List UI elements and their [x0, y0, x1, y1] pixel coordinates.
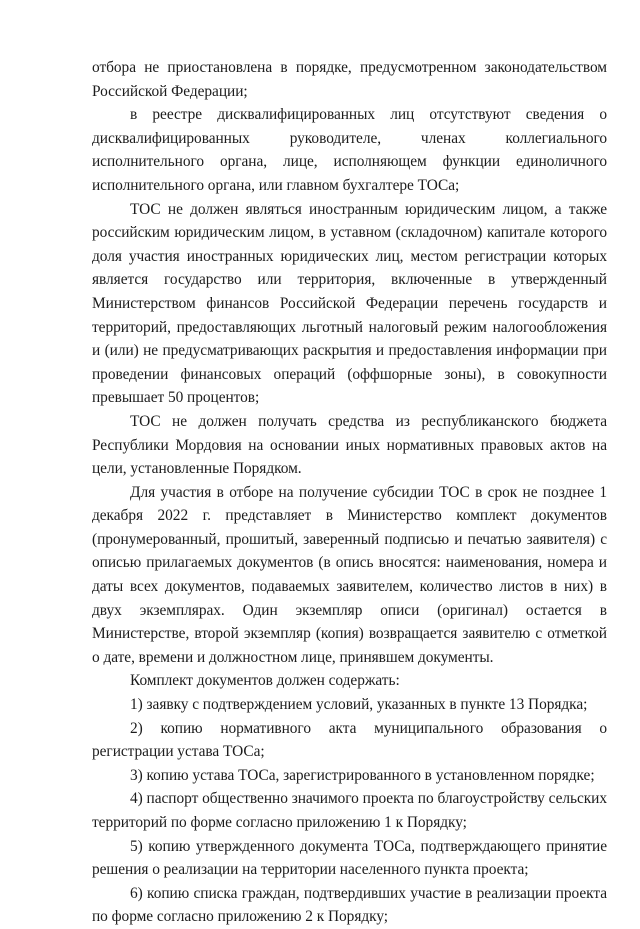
list-item-charter-copy: 3) копию устава ТОСа, зарегистрированного в установленном порядке; [130, 766, 595, 784]
paragraph-selection-continuation: отбора не приостановлена в порядке, предусмотренном законодательством Российской Федерации; [92, 59, 607, 100]
list-item-municipal-act: 2) копию нормативного акта муниципального образования о регистрации устава ТОСа; [92, 719, 607, 761]
paragraph-disqualified-registry: в реестре дисквалифицированных лиц отсутствуют сведения о дисквалифицированных руководителе, членах коллегиального исполнительного органа, лице, исполняющем функции единоличного исполнительного органа, или главном бухгалтере ТОСа; [92, 106, 607, 194]
paragraph-submission-procedure: Для участия в отборе на получение субсидии ТОС в срок не позднее 1 декабря 2022 г. представляет в Министерство комплект документов (пронумерованный, прошитый, заверенный подписью и печатью заявителя) с описью прилагаемых документов (в опись вносятся: наименования, номера и даты всех документов, подаваемых заявителем, количество листов в них) в двух экземплярах. Один экземпляр описи (оригинал) остается в Министерстве, второй экземпляр (копия) возвращается заявителю с отметкой о дате, времени и должностном лице, принявшем документы. [92, 483, 607, 666]
list-item-project-passport: 4) паспорт общественно значимого проекта по благоустройству сельских территорий по форме согласно приложению 1 к Порядку; [92, 790, 607, 831]
list-item-citizens-list: 6) копию списка граждан, подтвердивших участие в реализации проекта по форме согласно приложению 2 к Порядку; [92, 884, 607, 926]
document-body [92, 56, 607, 929]
paragraph-documents-list-intro: Комплект документов должен содержать: [130, 672, 400, 690]
paragraph-no-other-budget-funds: ТОС не должен получать средства из республиканского бюджета Республики Мордовия на основании иных нормативных правовых актов на цели, установленные Порядком. [92, 412, 607, 478]
list-item-application: 1) заявку с подтверждением условий, указанных в пункте 13 Порядка; [130, 696, 588, 714]
list-item-decision-document: 5) копию утвержденного документа ТОСа, подтверждающего принятие решения о реализации на территории населенного пункта проекта; [92, 837, 607, 879]
paragraph-foreign-entity-condition: ТОС не должен являться иностранным юридическим лицом, а также российским юридическим лицом, в уставном (складочном) капитале которого доля участия иностранных юридических лиц, местом регистрации которых является государство или территория, включенные в утвержденный Министерством финансов Российской Федерации перечень государств и территорий, предоставляющих льготный налоговый режим налогообложения и (или) не предусматривающих раскрытия и предоставления информации при проведении финансовых операций (оффшорные зоны), в совокупности превышает 50 процентов; [92, 200, 607, 407]
